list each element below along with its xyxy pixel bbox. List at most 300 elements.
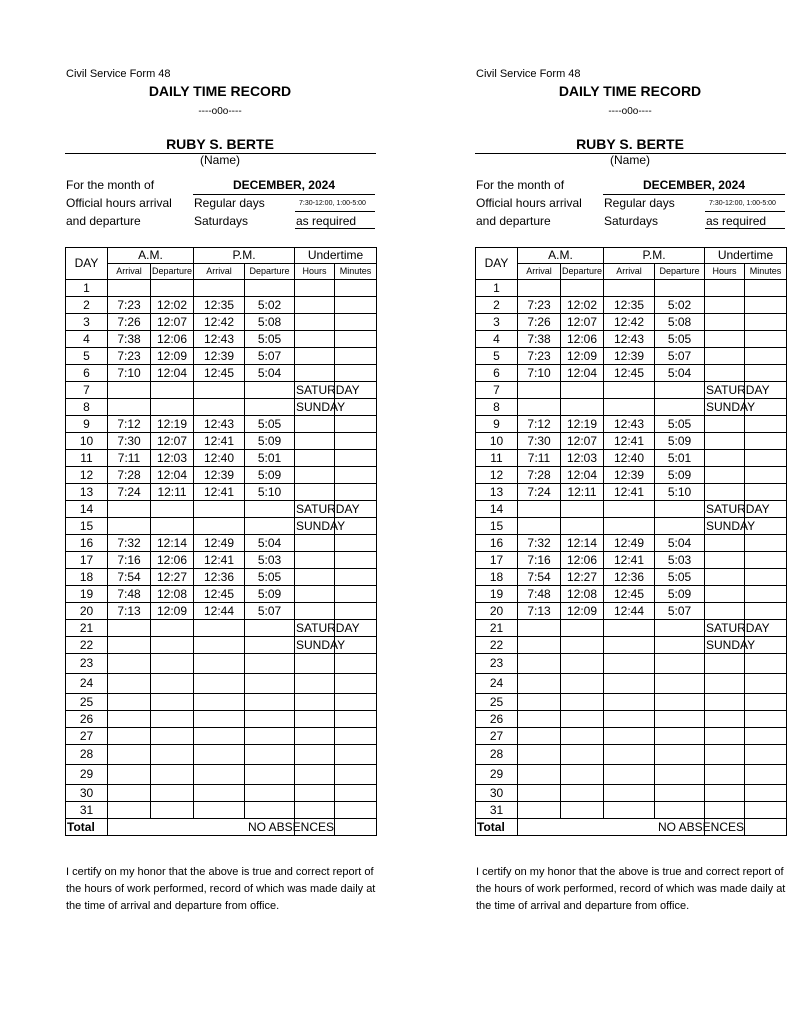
am-arrival-cell	[108, 637, 151, 654]
am-departure-cell: 12:06	[151, 331, 194, 348]
day-cell: 18	[476, 569, 518, 586]
am-arrival-cell: 7:48	[518, 586, 561, 603]
undertime-minutes-cell	[335, 694, 377, 711]
undertime-hours-cell	[705, 331, 745, 348]
and-departure-label: and departure	[66, 214, 141, 228]
total-value: NO ABSENCES	[657, 819, 745, 834]
total-row	[66, 819, 377, 836]
undertime-hours-cell	[295, 674, 335, 694]
am-departure-cell	[151, 654, 194, 674]
am-arrival-cell: 7:24	[518, 484, 561, 501]
am-arrival-cell	[518, 501, 561, 518]
day-cell: 6	[476, 365, 518, 382]
pm-arrival-cell: 12:49	[604, 535, 655, 552]
undertime-minutes-cell	[745, 365, 787, 382]
am-arrival-cell: 7:32	[518, 535, 561, 552]
table-row	[476, 552, 787, 569]
table-row	[476, 382, 787, 399]
pm-departure-cell	[245, 785, 295, 802]
pm-arrival-cell: 12:41	[604, 484, 655, 501]
undertime-minutes-cell	[745, 535, 787, 552]
am-departure-cell	[561, 765, 604, 785]
pm-arrival-cell	[604, 501, 655, 518]
day-cell: 3	[66, 314, 108, 331]
saturdays-label: Saturdays	[194, 214, 249, 228]
am-arrival-header: Arrival	[108, 264, 151, 280]
undertime-hours-cell	[295, 382, 360, 399]
pm-arrival-cell	[194, 399, 245, 416]
am-arrival-cell	[518, 694, 561, 711]
table-row	[66, 382, 377, 399]
undertime-minutes-cell	[335, 297, 377, 314]
am-departure-cell	[151, 745, 194, 765]
undertime-hours-cell	[295, 745, 335, 765]
am-departure-cell: 12:09	[561, 348, 604, 365]
table-row	[66, 569, 377, 586]
day-cell: 5	[66, 348, 108, 365]
am-departure-cell	[561, 637, 604, 654]
am-departure-cell	[561, 728, 604, 745]
undertime-minutes-cell	[745, 765, 787, 785]
undertime-hours-cell	[705, 365, 745, 382]
undertime-hours-cell	[295, 450, 335, 467]
pm-arrival-cell	[194, 654, 245, 674]
form-label: Civil Service Form 48	[476, 68, 581, 80]
separator: ----o0o----	[608, 106, 652, 117]
pm-departure-cell	[655, 280, 705, 297]
pm-arrival-cell	[604, 637, 655, 654]
certification-text: I certify on my honor that the above is true and correct report of the hours of work performed, record of which was made daily at the time of arrival and departure from office.	[66, 866, 376, 912]
pm-arrival-cell: 12:45	[604, 586, 655, 603]
am-departure-cell: 12:19	[561, 416, 604, 433]
pm-departure-cell: 5:09	[245, 433, 295, 450]
undertime-minutes-cell	[335, 586, 377, 603]
undertime-hours-cell	[295, 728, 335, 745]
pm-departure-cell: 5:05	[655, 331, 705, 348]
table-row	[476, 348, 787, 365]
am-arrival-cell	[518, 802, 561, 819]
pm-arrival-cell: 12:36	[194, 569, 245, 586]
undertime-hours-cell	[705, 416, 745, 433]
pm-arrival-cell	[604, 674, 655, 694]
pm-departure-cell	[655, 728, 705, 745]
pm-arrival-cell: 12:35	[604, 297, 655, 314]
pm-departure-cell: 5:02	[655, 297, 705, 314]
day-cell: 21	[476, 620, 518, 637]
undertime-hours-cell	[705, 654, 745, 674]
table-row	[66, 399, 377, 416]
pm-departure-cell	[245, 728, 295, 745]
undertime-hours-cell	[295, 518, 346, 535]
day-cell: 29	[476, 765, 518, 785]
am-departure-header: Departure	[561, 264, 604, 280]
am-arrival-cell: 7:32	[108, 535, 151, 552]
am-arrival-cell	[518, 711, 561, 728]
undertime-hours-cell	[295, 399, 346, 416]
undertime-hours-cell	[295, 620, 360, 637]
am-departure-cell	[151, 765, 194, 785]
undertime-minutes-header: Minutes	[745, 264, 787, 280]
hours-underline	[295, 211, 375, 212]
am-departure-cell: 12:03	[151, 450, 194, 467]
am-departure-cell	[151, 694, 194, 711]
undertime-hours-cell	[705, 586, 745, 603]
table-row	[66, 433, 377, 450]
pm-arrival-cell: 12:45	[194, 365, 245, 382]
pm-arrival-cell	[604, 382, 655, 399]
day-cell: 7	[476, 382, 518, 399]
day-cell: 27	[66, 728, 108, 745]
day-cell: 12	[66, 467, 108, 484]
am-arrival-cell	[108, 765, 151, 785]
am-departure-cell	[151, 620, 194, 637]
am-arrival-cell	[108, 518, 151, 535]
time-record-table	[65, 247, 377, 836]
am-arrival-cell: 7:30	[518, 433, 561, 450]
table-row	[476, 620, 787, 637]
am-departure-cell	[151, 674, 194, 694]
am-arrival-cell	[108, 728, 151, 745]
am-arrival-cell: 7:28	[108, 467, 151, 484]
undertime-minutes-cell	[745, 297, 787, 314]
pm-arrival-cell	[194, 637, 245, 654]
pm-departure-cell	[245, 711, 295, 728]
undertime-minutes-cell	[745, 711, 787, 728]
am-arrival-cell: 7:23	[518, 297, 561, 314]
table-row	[476, 745, 787, 765]
undertime-hours-cell	[705, 535, 745, 552]
table-row	[476, 586, 787, 603]
pm-arrival-cell	[194, 518, 245, 535]
saturdays-underline	[295, 228, 375, 229]
day-note: SATURDAY	[296, 620, 360, 635]
undertime-minutes-cell	[335, 433, 377, 450]
am-arrival-cell: 7:30	[108, 433, 151, 450]
table-row	[476, 314, 787, 331]
table-row	[66, 586, 377, 603]
undertime-minutes-cell	[335, 745, 377, 765]
am-arrival-cell: 7:23	[108, 297, 151, 314]
table-row	[66, 501, 377, 518]
month-label: For the month of	[476, 178, 565, 192]
am-arrival-cell: 7:28	[518, 467, 561, 484]
am-arrival-cell	[518, 785, 561, 802]
day-cell: 8	[476, 399, 518, 416]
undertime-hours-cell	[295, 586, 335, 603]
am-arrival-cell	[108, 620, 151, 637]
pm-arrival-cell	[194, 674, 245, 694]
pm-arrival-cell: 12:42	[194, 314, 245, 331]
table-row	[66, 450, 377, 467]
table-row	[476, 433, 787, 450]
undertime-minutes-cell	[335, 331, 377, 348]
am-arrival-cell: 7:24	[108, 484, 151, 501]
pm-arrival-cell	[604, 399, 655, 416]
day-cell: 11	[66, 450, 108, 467]
table-row	[476, 728, 787, 745]
table-row	[476, 535, 787, 552]
saturdays-value: as required	[296, 214, 357, 228]
undertime-minutes-cell	[335, 674, 377, 694]
am-departure-cell	[561, 654, 604, 674]
pm-arrival-cell: 12:39	[194, 348, 245, 365]
am-departure-cell: 12:02	[151, 297, 194, 314]
undertime-hours-cell	[705, 569, 745, 586]
pm-departure-cell: 5:04	[245, 365, 295, 382]
undertime-hours-cell	[705, 382, 770, 399]
table-row	[66, 745, 377, 765]
day-cell: 10	[476, 433, 518, 450]
day-cell: 2	[66, 297, 108, 314]
table-row	[476, 399, 787, 416]
regular-days-label: Regular days	[604, 196, 675, 210]
day-cell: 13	[66, 484, 108, 501]
undertime-hours-cell	[295, 785, 335, 802]
pm-arrival-cell: 12:41	[194, 484, 245, 501]
table-row	[66, 314, 377, 331]
undertime-hours-cell	[295, 535, 335, 552]
pm-arrival-cell	[604, 711, 655, 728]
day-cell: 4	[476, 331, 518, 348]
undertime-hours-cell	[705, 674, 745, 694]
table-row	[476, 518, 787, 535]
am-arrival-cell	[518, 674, 561, 694]
am-departure-cell: 12:04	[151, 467, 194, 484]
table-row	[66, 535, 377, 552]
pm-arrival-header: Arrival	[194, 264, 245, 280]
undertime-minutes-cell	[745, 728, 787, 745]
am-arrival-cell	[518, 399, 561, 416]
day-cell: 13	[476, 484, 518, 501]
employee-name: RUBY S. BERTE	[576, 136, 684, 152]
undertime-hours-cell	[295, 297, 335, 314]
am-departure-cell	[561, 399, 604, 416]
undertime-minutes-cell	[745, 467, 787, 484]
undertime-hours-cell	[705, 518, 756, 535]
undertime-minutes-cell	[335, 484, 377, 501]
certification-text: I certify on my honor that the above is true and correct report of the hours of work performed, record of which was made daily at the time of arrival and departure from office.	[476, 866, 786, 912]
duplicate-form-clipped	[475, 0, 786, 1024]
am-header: A.M.	[108, 248, 194, 264]
pm-arrival-header: Arrival	[604, 264, 655, 280]
pm-arrival-cell: 12:35	[194, 297, 245, 314]
table-row	[66, 711, 377, 728]
regular-hours: 7:30-12:00, 1:00-5:00	[709, 200, 776, 207]
undertime-minutes-cell	[745, 484, 787, 501]
time-record-table	[475, 247, 787, 836]
am-departure-cell: 12:09	[151, 348, 194, 365]
name-caption: (Name)	[199, 153, 240, 167]
am-departure-cell: 12:06	[561, 331, 604, 348]
day-cell: 30	[66, 785, 108, 802]
undertime-hours-header: Hours	[295, 264, 335, 280]
table-row	[66, 603, 377, 620]
undertime-hours-cell	[705, 467, 745, 484]
pm-departure-cell	[655, 765, 705, 785]
pm-departure-cell: 5:08	[245, 314, 295, 331]
undertime-minutes-cell	[335, 569, 377, 586]
undertime-hours-cell	[705, 399, 756, 416]
table-row	[476, 603, 787, 620]
undertime-minutes-cell	[335, 280, 377, 297]
pm-arrival-cell	[194, 280, 245, 297]
am-departure-cell: 12:07	[151, 433, 194, 450]
pm-departure-cell: 5:01	[245, 450, 295, 467]
table-row	[476, 802, 787, 819]
pm-arrival-cell	[194, 745, 245, 765]
total-label: Total	[476, 819, 518, 836]
am-arrival-header: Arrival	[518, 264, 561, 280]
pm-departure-header: Departure	[655, 264, 705, 280]
table-row	[66, 280, 377, 297]
day-cell: 25	[476, 694, 518, 711]
undertime-minutes-cell	[335, 654, 377, 674]
table-row	[66, 484, 377, 501]
undertime-hours-cell	[295, 280, 335, 297]
undertime-hours-cell	[705, 552, 745, 569]
day-note: SATURDAY	[706, 382, 770, 397]
am-departure-cell	[561, 802, 604, 819]
pm-arrival-cell: 12:41	[194, 433, 245, 450]
am-arrival-cell	[108, 785, 151, 802]
am-departure-cell: 12:04	[151, 365, 194, 382]
pm-departure-cell: 5:02	[245, 297, 295, 314]
day-cell: 22	[476, 637, 518, 654]
undertime-hours-cell	[705, 348, 745, 365]
undertime-minutes-cell	[335, 603, 377, 620]
am-departure-cell: 12:09	[561, 603, 604, 620]
undertime-hours-cell	[705, 711, 745, 728]
table-row	[66, 785, 377, 802]
am-departure-cell	[151, 711, 194, 728]
undertime-minutes-cell	[745, 674, 787, 694]
day-cell: 26	[66, 711, 108, 728]
total-minutes-cell	[335, 819, 377, 836]
pm-departure-cell: 5:07	[245, 603, 295, 620]
day-cell: 10	[66, 433, 108, 450]
undertime-hours-cell	[295, 331, 335, 348]
pm-departure-cell: 5:05	[245, 416, 295, 433]
table-row	[476, 501, 787, 518]
pm-arrival-cell: 12:41	[604, 552, 655, 569]
am-arrival-cell	[518, 765, 561, 785]
undertime-minutes-cell	[335, 535, 377, 552]
day-note: SATURDAY	[706, 501, 770, 516]
day-cell: 3	[476, 314, 518, 331]
pm-arrival-cell	[194, 728, 245, 745]
am-arrival-cell	[108, 711, 151, 728]
pm-arrival-cell	[604, 620, 655, 637]
table-row	[476, 569, 787, 586]
pm-departure-cell: 5:10	[655, 484, 705, 501]
day-note: SUNDAY	[296, 637, 346, 652]
undertime-minutes-cell	[745, 450, 787, 467]
day-cell: 21	[66, 620, 108, 637]
am-arrival-cell	[518, 518, 561, 535]
undertime-hours-cell	[705, 802, 745, 819]
undertime-hours-cell	[295, 603, 335, 620]
pm-arrival-cell	[604, 765, 655, 785]
pm-arrival-cell: 12:45	[604, 365, 655, 382]
table-row	[476, 280, 787, 297]
pm-arrival-cell	[604, 785, 655, 802]
pm-arrival-cell	[604, 728, 655, 745]
undertime-header: Undertime	[295, 248, 377, 264]
day-cell: 20	[476, 603, 518, 620]
pm-arrival-cell	[604, 802, 655, 819]
table-row	[476, 674, 787, 694]
undertime-hours-cell	[705, 433, 745, 450]
day-cell: 2	[476, 297, 518, 314]
am-departure-cell	[561, 711, 604, 728]
day-cell: 28	[476, 745, 518, 765]
pm-departure-cell	[245, 382, 295, 399]
undertime-minutes-cell	[335, 765, 377, 785]
am-arrival-cell	[108, 654, 151, 674]
total-row	[476, 819, 787, 836]
day-note: SUNDAY	[706, 518, 756, 533]
undertime-hours-cell	[295, 694, 335, 711]
undertime-minutes-cell	[745, 416, 787, 433]
am-arrival-cell	[108, 501, 151, 518]
pm-arrival-cell	[604, 694, 655, 711]
pm-arrival-cell: 12:42	[604, 314, 655, 331]
undertime-minutes-cell	[335, 365, 377, 382]
pm-departure-cell	[245, 501, 295, 518]
pm-departure-cell	[655, 518, 705, 535]
table-row	[66, 518, 377, 535]
undertime-minutes-cell	[335, 314, 377, 331]
undertime-minutes-cell	[745, 433, 787, 450]
table-row	[476, 450, 787, 467]
am-departure-cell	[561, 518, 604, 535]
day-cell: 23	[476, 654, 518, 674]
official-hours-label: Official hours arrival	[66, 196, 172, 210]
undertime-hours-cell	[705, 620, 770, 637]
undertime-hours-cell	[295, 802, 335, 819]
pm-arrival-cell: 12:43	[604, 416, 655, 433]
pm-departure-cell	[655, 745, 705, 765]
am-departure-cell: 12:04	[561, 365, 604, 382]
pm-arrival-cell: 12:36	[604, 569, 655, 586]
day-note: SUNDAY	[706, 399, 756, 414]
table-row	[476, 637, 787, 654]
undertime-minutes-cell	[335, 728, 377, 745]
undertime-hours-cell	[295, 365, 335, 382]
day-cell: 14	[66, 501, 108, 518]
form-title: DAILY TIME RECORD	[558, 83, 702, 99]
am-departure-cell	[561, 694, 604, 711]
pm-arrival-cell	[194, 501, 245, 518]
am-departure-cell	[151, 518, 194, 535]
day-cell: 24	[66, 674, 108, 694]
saturdays-label: Saturdays	[604, 214, 659, 228]
dtr-form	[65, 0, 377, 1024]
pm-departure-header: Departure	[245, 264, 295, 280]
am-arrival-cell: 7:16	[518, 552, 561, 569]
undertime-hours-cell	[295, 433, 335, 450]
am-header: A.M.	[518, 248, 604, 264]
pm-arrival-cell	[194, 765, 245, 785]
am-departure-cell	[151, 382, 194, 399]
undertime-hours-cell	[705, 297, 745, 314]
am-arrival-cell: 7:38	[108, 331, 151, 348]
pm-departure-cell	[245, 745, 295, 765]
pm-departure-cell: 5:04	[245, 535, 295, 552]
undertime-header: Undertime	[705, 248, 787, 264]
day-note: SATURDAY	[706, 620, 770, 635]
day-cell: 1	[66, 280, 108, 297]
